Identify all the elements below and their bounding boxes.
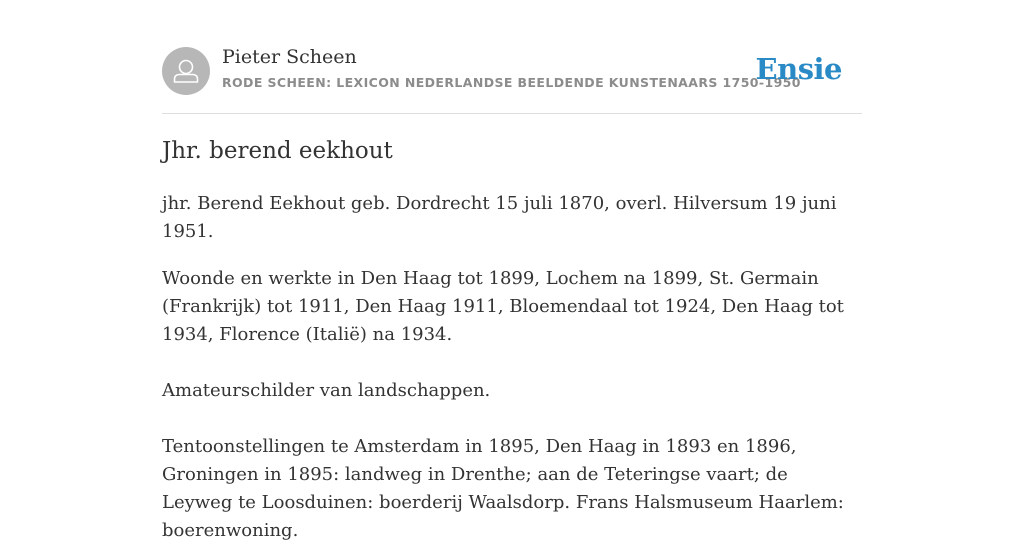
paragraph-exhibitions: Tentoonstellingen te Amsterdam in 1895, Den Haag in 1893 en 1896, Groningen in 1895: landweg in Drenthe; aan de Teteringse vaart; de Leyweg te Loosduinen: boerderij Waalsdorp. Frans Halsmuseum Haarlem: boerenwoning.: [162, 436, 844, 541]
page-container: [162, 0, 862, 541]
article-body: [162, 190, 862, 545]
ensie-logo[interactable]: Ensie: [755, 52, 842, 86]
article-header: [162, 0, 862, 114]
user-icon: [162, 47, 210, 95]
author-name[interactable]: Pieter Scheen: [222, 46, 357, 68]
paragraph-profession: Amateurschilder van landschappen.: [162, 380, 491, 401]
paragraph-residences: Woonde en werkte in Den Haag tot 1899, Lochem na 1899, St. Germain (Frankrijk) tot 1911, Den Haag 1911, Bloemendaal tot 1924, Den Haag tot 1934, Florence (Italië) na 1934.: [162, 268, 844, 345]
source-title[interactable]: RODE SCHEEN: LEXICON NEDERLANDSE BEELDENDE KUNSTENAARS 1750-1950: [222, 75, 801, 90]
avatar[interactable]: [162, 47, 210, 95]
page-title: Jhr. berend eekhout: [162, 138, 393, 164]
paragraph-birth-death: jhr. Berend Eekhout geb. Dordrecht 15 juli 1870, overl. Hilversum 19 juni 1951.: [162, 193, 837, 242]
